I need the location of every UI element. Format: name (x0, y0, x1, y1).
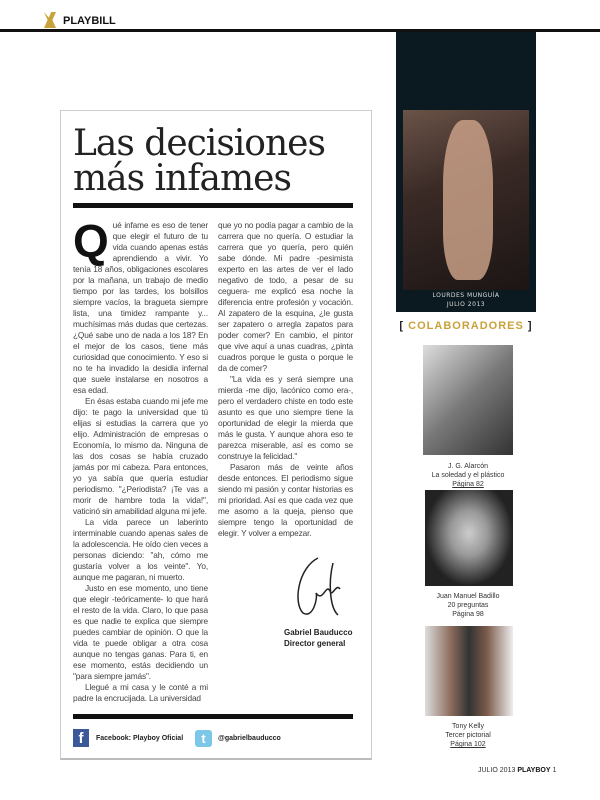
collaborator-name: Juan Manuel Badillo (436, 593, 500, 600)
title-line: Las decisiones (73, 123, 325, 164)
collaborator-name: J. G. Alarcón (447, 463, 489, 470)
title-rule (73, 203, 353, 208)
bottom-rule (73, 714, 353, 719)
footer-brand: PLAYBOY (517, 767, 551, 774)
collaborator-photo (425, 490, 513, 586)
article-column-2 (218, 220, 353, 704)
collaborator-page-link[interactable]: Página 82 (452, 481, 484, 488)
collaborator-caption (398, 462, 538, 489)
bracket-open: [ (399, 320, 405, 332)
paragraph: que yo no podía pagar a cambio de la carrera que no quería. O estudiar la carrera que yo quería, pero quién sabe dónde. Mi padre -pesimista experto en las artes de ver el lado negativo de todo, a pesar de su ceguera- me explicó esa noche la diferencia entre profesión y vocación. Al zapatero de la esquina, ¿le gusta ser zapatero o arregla zapatos para poder comer? En cambio, el pintor que vive aquí a unas cuadras, ¿pinta cuadros porque le gusta o porque le da de comer? (218, 220, 353, 373)
collaborator-piece: 20 preguntas (447, 602, 489, 609)
collaborators-heading (396, 320, 536, 332)
title-line: más infames (73, 158, 291, 199)
author-name: Gabriel Bauducco (284, 628, 353, 637)
paragraph: La vida parece un laberinto interminable cuando apenas sales de la adolescencia. He oído cien veces a personas diciendo: "ah, cómo me gustaría volver a los veinte". Yo, aunque me pagaran, ni muerto. (73, 517, 208, 582)
collaborator-photo (425, 626, 513, 716)
page-footer (478, 767, 556, 774)
paragraph: Justo en ese momento, uno tiene que elegir -teóricamente- lo que hará el resto de la vida. Claro, lo que pasa es que nadie te explica que siempre puedes cambiar de opinión. O que la vida te puede obligar a otra cosa aunque no tengas ganas. Para ti, en ese momento, estás decidiendo un "para siempre jamás". (73, 583, 208, 681)
page-number: 1 (552, 767, 557, 774)
collaborator-caption (398, 722, 538, 749)
cover-model-name: LOURDES MUNGUÍA (432, 292, 500, 299)
author-role: Director general (284, 639, 346, 648)
bracket-close: ] (527, 320, 533, 332)
twitter-icon[interactable]: t (195, 730, 212, 747)
cover-photo (403, 110, 529, 290)
editorial-box (60, 110, 372, 760)
twitter-link[interactable]: @gabrielbauducco (218, 734, 281, 742)
facebook-icon[interactable]: f (73, 729, 89, 747)
collaborator-name: Tony Kelly (452, 723, 484, 730)
article-column-1 (73, 215, 208, 704)
paragraph: "La vida es y será siempre una mierda -me dijo, lacónico como era-, pero el verdadero chiste en todo este asunto es que uno siempre tiene la oportunidad de elegir la mierda que más le gusta. Y aunque ahora eso te parezca miserable, así es como se construye la felicidad." (218, 374, 353, 461)
author-block (284, 627, 353, 649)
signature (288, 553, 348, 623)
paragraph: ué infame es eso de tener que elegir el futuro de tu vida cuando apenas estás aprendiendo a vivir. Yo tenía 18 años, obligaciones escolares por la mañana, un trabajo de medio tiempo por las tardes, los bolsillos siempre vacíos, la bragueta siempre lista, una timidez rampante y... muchísimas más dudas que certezas. ¿Qué sabe uno de nada a los 18? En el mejor de los casos, tiene más curiosidad que conocimiento. Y eso si no te ha invadido la desidia infernal que suele instalarse en nosotros a esa edad. (73, 220, 208, 395)
paragraph: Llegué a mi casa y le conté a mi padre la encrucijada. La universidad (73, 682, 208, 703)
collaborator-photo (423, 345, 513, 455)
collaborators-title: COLABORADORES (408, 320, 524, 332)
facebook-link[interactable]: Facebook: Playboy Oficial (96, 734, 184, 742)
section-title: PLAYBILL (63, 15, 116, 27)
article-body (73, 215, 353, 704)
footer-date: JULIO 2013 (478, 767, 516, 774)
collaborator-page-link[interactable]: Página 102 (450, 741, 486, 748)
playboy-bunny-logo (44, 12, 56, 28)
collaborator-caption (398, 592, 538, 619)
cover-caption (396, 291, 536, 309)
article-title (73, 123, 353, 199)
cover-date: JULIO 2013 (446, 301, 486, 308)
paragraph: En ésas estaba cuando mi jefe me dijo: te pago la universidad que tú elijas si estudias la carrera que yo elijo. Administración de empresas o Economía, lo mismo da. Ninguna de las dos cosas se había cruzado jamás por mi cabeza. Para entonces, yo ya sabía que quería estudiar periodismo. "¿Periodista? ¡Te vas a morir de hambre toda la vida!", vaticinó sin amabilidad alguna mi jefe. (73, 396, 208, 516)
drop-cap: Q (73, 215, 109, 267)
collaborator-piece: Tercer pictorial (445, 732, 491, 739)
collaborator-page-link[interactable]: Página 98 (452, 611, 484, 618)
social-links (73, 728, 353, 748)
paragraph: Pasaron más de veinte años desde entonces. El periodismo sigue siendo mi pasión y contar historias es mi prioridad. Así es que cada vez que me asomo a la queja, pienso que siempre tengo la oportunidad de elegir. Y volver a empezar. (218, 462, 353, 538)
collaborator-piece: La soledad y el plástico (431, 472, 505, 479)
